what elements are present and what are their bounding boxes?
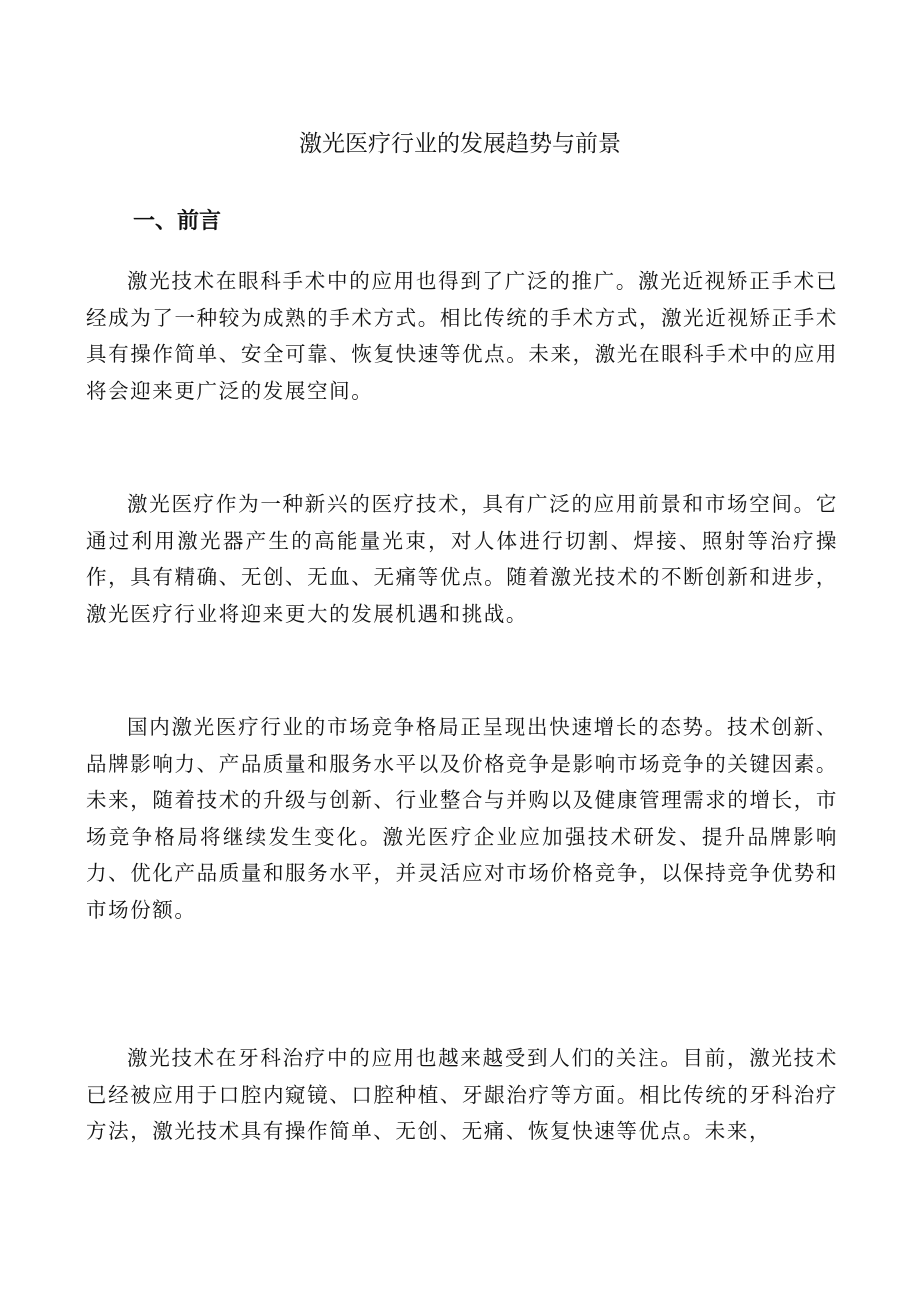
document-title: 激光医疗行业的发展趋势与前景 xyxy=(299,131,621,157)
paragraph-market-competition: 国内激光医疗行业的市场竞争格局正呈现出快速增长的态势。技术创新、品牌影响力、产品质量和服务水平以及价格竞争是影响市场竞争的关键因素。未来，随着技术的升级与创新、行业整合与并购以及健康管理需求的增长，市场竞争格局将继续发生变化。激光医疗企业应加强技术研发、提升品牌影响力、优化产品质量和服务水平，并灵活应对市场价格竞争，以保持竞争优势和市场份额。 xyxy=(86,715,838,922)
paragraph-dental-treatment: 激光技术在牙科治疗中的应用也越来越受到人们的关注。目前，激光技术已经被应用于口腔内窥镜、口腔种植、牙龈治疗等方面。相比传统的牙科治疗方法，激光技术具有操作简单、无创、无痛、恢复快速等优点。未来， xyxy=(86,1046,838,1143)
paragraph-eye-surgery: 激光技术在眼科手术中的应用也得到了广泛的推广。激光近视矫正手术已经成为了一种较为成熟的手术方式。相比传统的手术方式，激光近视矫正手术具有操作简单、安全可靠、恢复快速等优点。未来，激光在眼科手术中的应用将会迎来更广泛的发展空间。 xyxy=(86,269,838,403)
section-heading: 一、前言 xyxy=(133,209,222,234)
paragraph-laser-medicine-overview: 激光医疗作为一种新兴的医疗技术，具有广泛的应用前景和市场空间。它通过利用激光器产生的高能量光束，对人体进行切割、焊接、照射等治疗操作，具有精确、无创、无血、无痛等优点。随着激光技术的不断创新和进步，激光医疗行业将迎来更大的发展机遇和挑战。 xyxy=(86,492,838,626)
